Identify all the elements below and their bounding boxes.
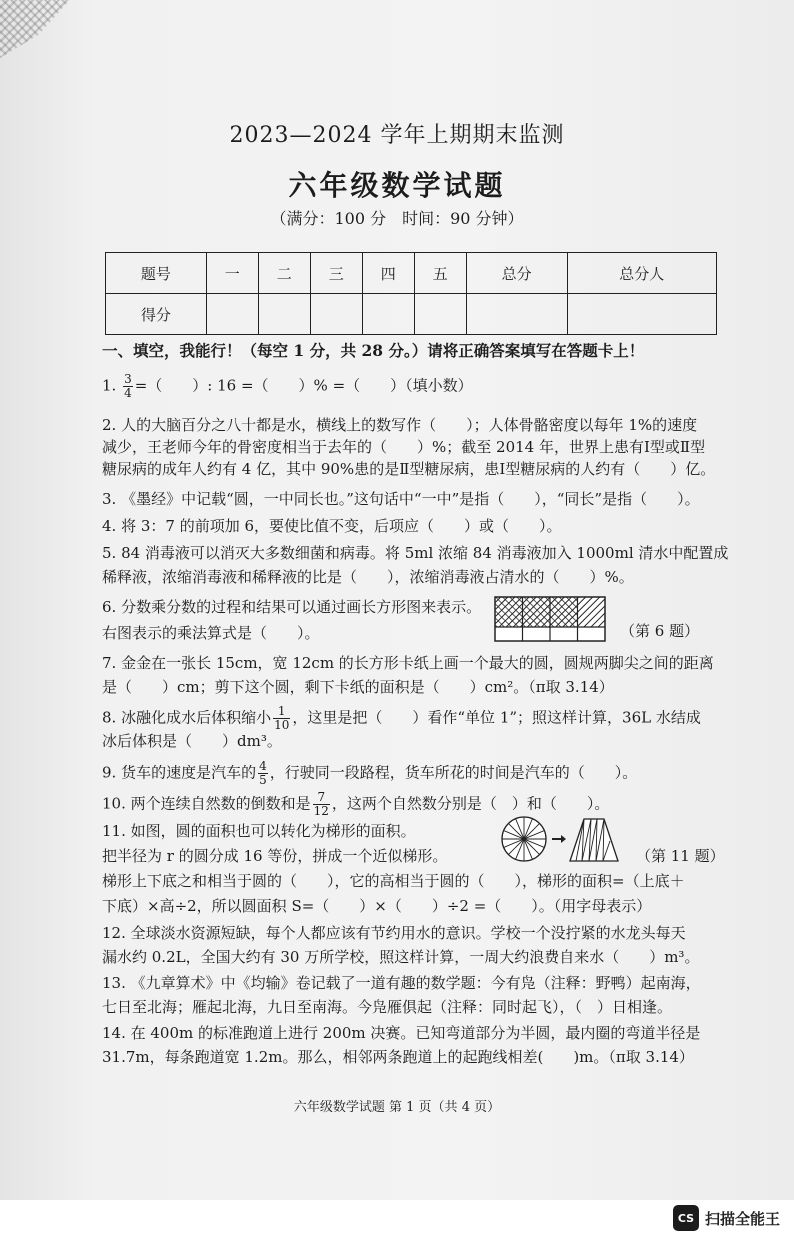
question-13-line1: 13. 《九章算术》中《均输》卷记载了一道有趣的数学题：今有凫（注释：野鸭）起南海，	[102, 974, 701, 992]
q9-prefix: 9. 货车的速度是汽车的	[102, 763, 257, 782]
question-12-line1: 12. 全球淡水资源短缺，每个人都应该有节约用水的意识。学校一个没拧紧的水龙头每天	[102, 924, 686, 942]
figure-q11	[500, 815, 620, 869]
fraction-q1: $\frac{3}{4}$	[124, 372, 132, 400]
score-cell: 总分	[466, 253, 567, 294]
score-blank-cell	[466, 294, 567, 335]
question-6-line2: 右图表示的乘法算式是（ ）。	[102, 624, 320, 642]
question-8-line2: 冰后体积是（ ）dm³。	[102, 732, 282, 750]
score-table-score-row	[106, 294, 717, 335]
question-10	[102, 791, 609, 818]
fraction-q10: $\frac{7}{12}$	[313, 790, 329, 818]
question-5-line2: 稀释液，浓缩消毒液和稀释液的比是（ ），浓缩消毒液占清水的（ ）%。	[102, 568, 634, 586]
question-2-line3: 糖尿病的成年人约有 4 亿，其中 90%患的是Ⅱ型糖尿病，患Ⅰ型糖尿病的人约有（ ）亿。	[102, 460, 716, 478]
q1-text: =（ ）: 16 =（ ）% =（ ）（填小数）	[134, 376, 473, 395]
question-14-line2: 31.7m，每条跑道宽 1.2m。那么，相邻两条跑道上的起跑线相差( )m。（π取 3.14）	[102, 1048, 694, 1066]
question-8-line1	[102, 705, 701, 732]
question-9	[102, 760, 637, 787]
question-2-line1: 2. 人的大脑百分之八十都是水，横线上的数写作（ ）；人体骨骼密度以每年 1%的速度	[102, 416, 698, 434]
q8-prefix: 8. 冰融化成水后体积缩小	[102, 708, 272, 727]
question-7-line1: 7. 金金在一张长 15cm，宽 12cm 的长方形卡纸上画一个最大的圆，圆规两脚尖之间的距离	[102, 654, 714, 672]
question-11-line4: 下底）×高÷2，所以圆面积 S=（ ）×（ ）÷2 =（ ）。（用字母表示）	[102, 897, 652, 915]
page-footer: 六年级数学试题 第 1 页（共 4 页）	[293, 1100, 501, 1115]
score-blank-cell	[258, 294, 310, 335]
q10-text: ，这两个自然数分别是（ ）和（ ）。	[331, 794, 610, 813]
exam-title-subject: 六年级数学试题	[288, 169, 506, 202]
score-blank-cell	[206, 294, 258, 335]
score-table	[105, 252, 717, 335]
score-cell: 题号	[106, 253, 207, 294]
question-11-line3: 梯形上下底之和相当于圆的（ ），它的高相当于圆的（ ），梯形的面积=（上底＋	[102, 872, 685, 890]
score-blank-cell	[414, 294, 466, 335]
score-blank-cell	[362, 294, 414, 335]
question-5-line1: 5. 84 消毒液可以消灭大多数细菌和病毒。将 5ml 浓缩 84 消毒液加入 1000ml 清水中配置成	[102, 544, 729, 562]
score-cell: 三	[310, 253, 362, 294]
question-11-line1: 11. 如图，圆的面积也可以转化为梯形的面积。	[102, 822, 416, 840]
score-cell: 四	[362, 253, 414, 294]
question-7-line2: 是（ ）cm；剪下这个圆，剩下卡纸的面积是（ ）cm²。（π取 3.14）	[102, 678, 614, 696]
camscanner-logo-icon: CS	[673, 1205, 699, 1231]
figure-q11-caption: （第 11 题）	[636, 847, 725, 865]
question-3: 3. 《墨经》中记载“圆，一中同长也。”这句话中“一中”是指（ ），“同长”是指（ ）。	[102, 490, 700, 508]
q8-text: ，这里是把（ ）看作“单位 1”；照这样计算，36L 水结成	[292, 708, 701, 727]
fraction-q9: $\frac{4}{5}$	[259, 759, 267, 787]
score-cell: 二	[258, 253, 310, 294]
fraction-q8: $\frac{1}{10}$	[274, 704, 290, 732]
q10-prefix: 10. 两个连续自然数的倒数和是	[102, 794, 311, 813]
question-12-line2: 漏水约 0.2L，全国大约有 30 万所学校，照这样计算，一周大约浪费自来水（ ）m³。	[102, 948, 700, 966]
scanner-app-name: 扫描全能王	[704, 1209, 780, 1228]
question-4: 4. 将 3：7 的前项加 6，要使比值不变，后项应（ ）或（ ）。	[102, 517, 562, 535]
exam-subtitle: （满分：100 分 时间：90 分钟）	[270, 209, 524, 228]
score-cell: 一	[206, 253, 258, 294]
circle-to-trapezoid-diagram	[500, 815, 620, 865]
question-2-line2: 减少，王老师今年的骨密度相当于去年的（ ）%；截至 2014 年，世界上患有Ⅰ型或Ⅱ型	[102, 438, 706, 456]
q9-text: ，行驶同一段路程，货车所花的时间是汽车的（ ）。	[269, 763, 638, 782]
q1-prefix: 1.	[102, 376, 122, 395]
question-13-line2: 七日至北海；雁起北海，九日至南海。今凫雁俱起（注释：同时起飞），（ ）日相逢。	[102, 998, 673, 1016]
question-1	[102, 373, 473, 400]
question-6-line1: 6. 分数乘分数的过程和结果可以通过画长方形图来表示。	[102, 598, 482, 616]
exam-title-year: 2023—2024 学年上期期末监测	[229, 123, 565, 148]
question-14-line1: 14. 在 400m 的标准跑道上进行 200m 决赛。已知弯道部分为半圆，最内圈的弯道半径是	[102, 1024, 701, 1042]
scanner-badge	[673, 1205, 780, 1231]
score-row-label: 得分	[106, 294, 207, 335]
question-11-line2: 把半径为 r 的圆分成 16 等份，拼成一个近似梯形。	[102, 847, 448, 865]
score-blank-cell	[567, 294, 716, 335]
score-cell: 五	[414, 253, 466, 294]
section-heading: 一、填空，我能行！（每空 1 分，共 28 分。）请将正确答案填写在答题卡上！	[102, 341, 645, 360]
score-blank-cell	[310, 294, 362, 335]
score-cell: 总分人	[567, 253, 716, 294]
figure-q6-caption: （第 6 题）	[620, 622, 700, 640]
score-table-header-row	[106, 253, 717, 294]
